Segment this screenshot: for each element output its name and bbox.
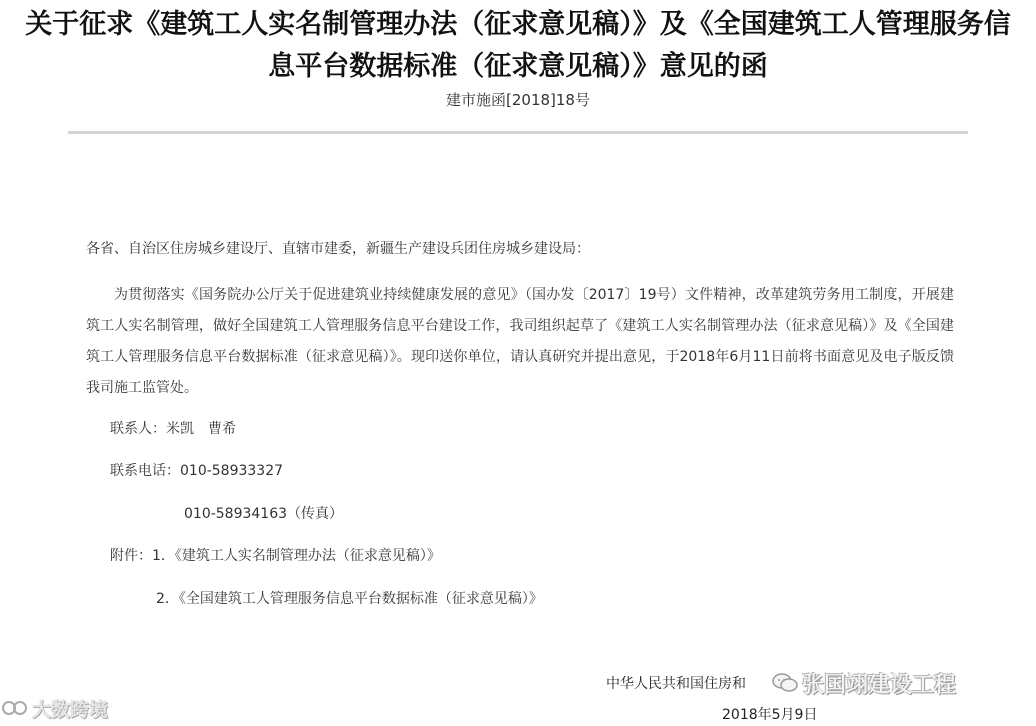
watermark-left [2, 695, 108, 722]
attachment-item-2: 2．《全国建筑工人管理服务信息平台数据标准（征求意见稿）》 [156, 591, 543, 607]
divider [68, 131, 968, 134]
document-title [6, 4, 1030, 88]
wechat-icon [772, 672, 798, 700]
contact-phone: 联系电话：010-58933327 [110, 463, 284, 479]
document-number: 建市施函[2018]18号 [446, 91, 590, 109]
watermark-logo-icon [2, 699, 28, 722]
attachment-item-1: 附件：1．《建筑工人实名制管理办法（征求意见稿）》 [110, 548, 441, 564]
contact-person: 联系人：米凯 曹希 [110, 421, 236, 437]
watermark-right [772, 668, 956, 700]
watermark-right-text: 张国翊建设工程 [802, 673, 957, 698]
title-line-2: 息平台数据标准（征求意见稿）》意见的函 [268, 51, 768, 82]
contact-fax: 010-58934163（传真） [184, 506, 344, 522]
issuer-name: 中华人民共和国住房和 [606, 676, 746, 692]
main-paragraph: 为贯彻落实《国务院办公厅关于促进建筑业持续健康发展的意见》（国办发〔2017〕19号）文件精神，改革建筑劳务用工制度，开展建筑工人实名制管理，做好全国建筑工人管理服务信息平台建设工作，我司组织起草了《建筑工人实名制管理办法（征求意见稿）》及《全国建筑工人管理服务信息平台数据标准（征求意见稿）》。现印送你单位，请认真研究并提出意见，于2018年6月11日前将书面意见及电子版反馈我司施工监管处。 [86, 287, 954, 396]
issue-date: 2018年5月9日 [722, 707, 818, 723]
salutation: 各省、自治区住房城乡建设厅、直辖市建委，新疆生产建设兵团住房城乡建设局： [86, 241, 590, 257]
title-line-1: 关于征求《建筑工人实名制管理办法（征求意见稿）》及《全国建筑工人管理服务信 [25, 9, 1011, 40]
watermark-left-text: 大数跨境 [32, 699, 109, 721]
